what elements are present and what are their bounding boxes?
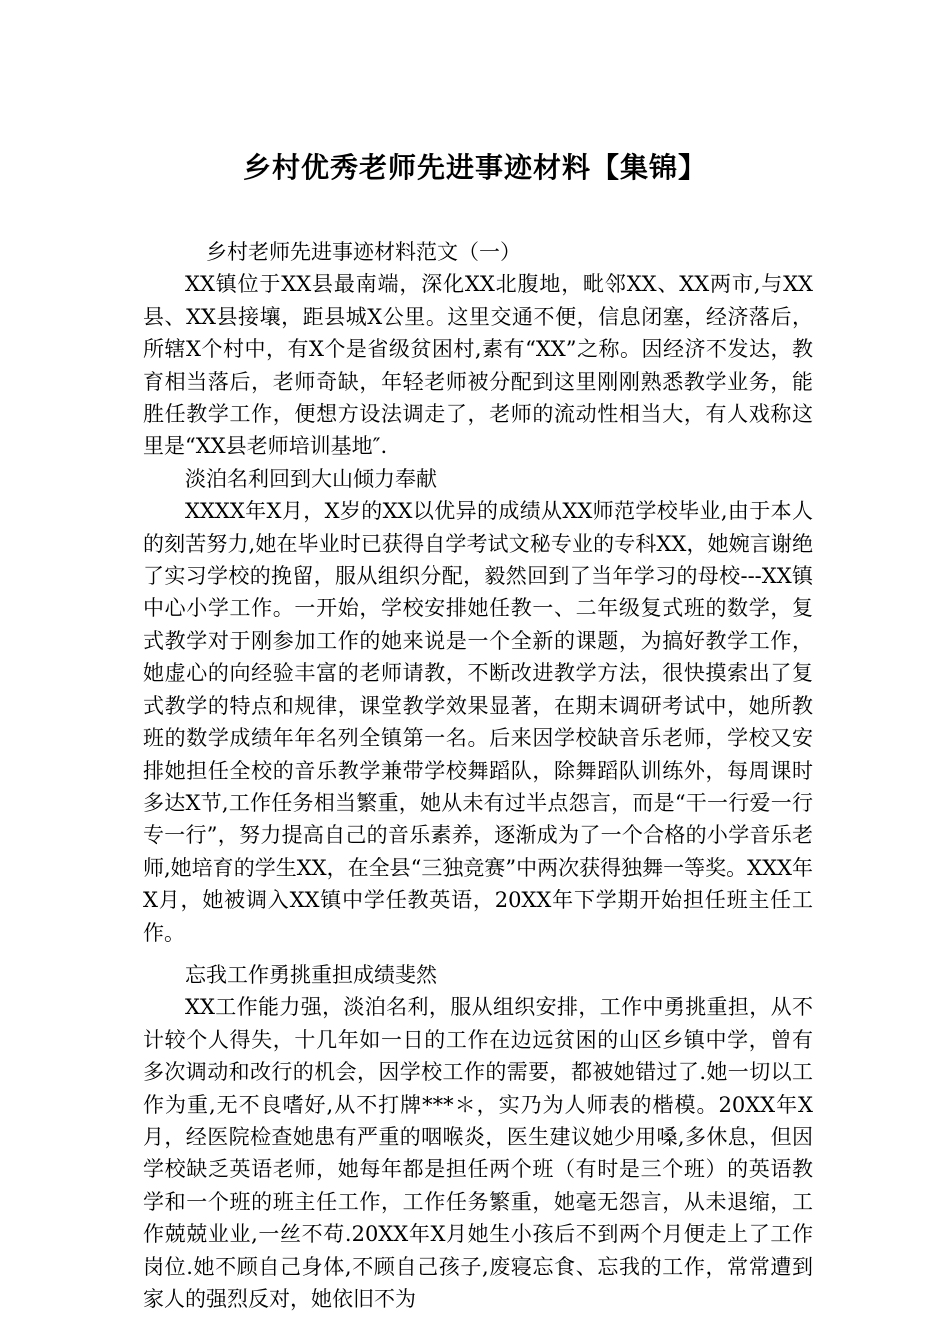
section-heading: 乡村老师先进事迹材料范文（一）	[206, 240, 521, 264]
document-body	[143, 236, 813, 1315]
document-title: 乡村优秀老师先进事迹材料【集锦】	[242, 151, 707, 184]
paragraph: XX工作能力强，淡泊名利，服从组织安排，工作中勇挑重担，从不计较个人得失，十几年如一日的工作在边远贫困的山区乡镇中学，曾有多次调动和改行的机会，因学校工作的需要，都被她错过了.她一切以工作为重,无不良嗜好,从不打牌***＊，实乃为人师表的楷模。20XX年X月，经医院检查她患有严重的咽喉炎，医生建议她少用嗓,多休息，但因学校缺乏英语老师，她每年都是担任两个班（有时是三个班）的英语教学和一个班的班主任工作，工作任务繁重，她毫无怨言，从未退缩，工作兢兢业业,一丝不苟.20XX年X月她生小孩后不到两个月便走上了工作岗位.她不顾自己身体,不顾自己孩子,废寝忘食、忘我的工作，常常遭到家人的强烈反对，她依旧不为	[143, 995, 813, 1311]
section-heading: 淡泊名利回到大山倾力奉献	[185, 466, 437, 491]
paragraph: XXXX年X月，X岁的XX以优异的成绩从XX师范学校毕业,由于本人的刻苦努力,她在毕业时已获得自学考试文秘专业的专科XX，她婉言谢绝了实习学校的挽留，服从组织分配，毅然回到了当年学习的母校---XX镇中心小学工作。一开始，学校安排她任教一、二年级复式班的数学，复式教学对于刚参加工作的她来说是一个全新的课题，为搞好教学工作，她虚心的向经验丰富的老师请教，不断改进教学方法，很快摸索出了复式教学的特点和规律，课堂教学效果显著，在期末调研考试中，她所教班的数学成绩年年名列全镇第一名。后来因学校缺音乐老师，学校又安排她担任全校的音乐教学兼带学校舞蹈队，除舞蹈队训练外，每周课时多达X节,工作任务相当繁重，她从未有过半点怨言，而是“干一行爱一行专一行”，努力提高自己的音乐素养，逐渐成为了一个合格的小学音乐老师,她培育的学生XX，在全县“三独竞赛”中两次获得独舞一等奖。XXX年X月，她被调入XX镇中学任教英语，20XX年下学期开始担任班主任工作。	[143, 499, 813, 945]
paragraph: XX镇位于XX县最南端，深化XX北腹地，毗邻XX、XX两市,与XX县、XX县接壤，距县城X公里。这里交通不便，信息闭塞，经济落后，所辖X个村中，有X个是省级贫困村,素有“XX”之称。因经济不发达，教育相当落后，老师奇缺，年轻老师被分配到这里刚刚熟悉教学业务，能胜任教学工作，便想方设法调走了，老师的流动性相当大，有人戏称这里是“XX县老师培训基地″.	[143, 272, 813, 459]
section-heading: 忘我工作勇挑重担成绩斐然	[185, 962, 437, 987]
